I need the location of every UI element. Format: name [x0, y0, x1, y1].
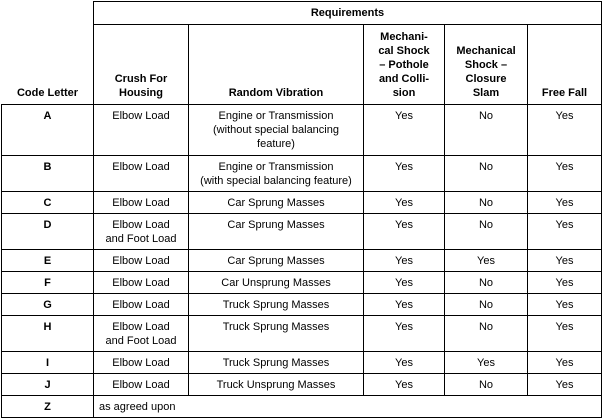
crush-line: Elbow Load: [112, 161, 170, 173]
code-cell: C: [2, 192, 94, 214]
table-row: [2, 250, 602, 272]
freefall-cell: Yes: [528, 374, 602, 396]
closure-cell: No: [445, 105, 528, 156]
requirements-header: Requirements: [94, 2, 602, 25]
pothole-header-line: sion: [392, 87, 416, 99]
freefall-cell: Yes: [528, 192, 602, 214]
vibration-line: feature): [257, 138, 295, 150]
crush-cell: [94, 374, 189, 396]
closure-cell: No: [445, 214, 528, 250]
vibration-line: Truck Sprung Masses: [222, 299, 330, 311]
crush-line: Elbow Load: [112, 277, 170, 289]
freefall-cell: Yes: [528, 156, 602, 192]
code-cell: A: [2, 105, 94, 156]
pothole-cell: Yes: [364, 374, 445, 396]
table-row: [2, 316, 602, 352]
crush-cell: [94, 105, 189, 156]
crush-line: Elbow Load: [112, 321, 170, 333]
vibration-cell: [189, 192, 364, 214]
table-row: [2, 374, 602, 396]
freefall-cell: Yes: [528, 272, 602, 294]
freefall-cell: Yes: [528, 250, 602, 272]
closure-cell: No: [445, 316, 528, 352]
crush-line: and Foot Load: [105, 335, 177, 347]
code-cell: Z: [2, 396, 94, 418]
pothole-cell: Yes: [364, 214, 445, 250]
requirements-table: [1, 1, 602, 418]
freefall-cell: Yes: [528, 352, 602, 374]
table-row: [2, 192, 602, 214]
crush-header-line: Crush For: [114, 73, 168, 85]
pothole-cell: Yes: [364, 105, 445, 156]
closure-header-line: Slam: [472, 87, 500, 99]
vibration-line: Car Sprung Masses: [227, 219, 325, 231]
crush-cell: [94, 156, 189, 192]
vibration-line: (without special balancing: [213, 124, 339, 136]
pothole-cell: Yes: [364, 156, 445, 192]
pothole-cell: Yes: [364, 250, 445, 272]
table-row: [2, 396, 602, 418]
pothole-cell: Yes: [364, 352, 445, 374]
crush-cell: [94, 192, 189, 214]
vibration-cell: [189, 156, 364, 192]
vibration-header: Random Vibration: [189, 25, 364, 105]
crush-header-line: Housing: [119, 87, 163, 99]
closure-header: [445, 25, 528, 105]
code-letter-header: Code Letter: [2, 2, 94, 105]
pothole-cell: Yes: [364, 192, 445, 214]
code-cell: D: [2, 214, 94, 250]
crush-line: Elbow Load: [112, 379, 170, 391]
agreed-upon-cell: as agreed upon: [94, 396, 602, 418]
code-cell: I: [2, 352, 94, 374]
table-row: [2, 214, 602, 250]
vibration-cell: [189, 374, 364, 396]
vibration-line: Truck Unsprung Masses: [216, 379, 336, 391]
pothole-cell: Yes: [364, 294, 445, 316]
vibration-cell: [189, 316, 364, 352]
freefall-cell: Yes: [528, 316, 602, 352]
vibration-line: Truck Sprung Masses: [222, 357, 330, 369]
vibration-cell: [189, 105, 364, 156]
pothole-cell: Yes: [364, 272, 445, 294]
vibration-line: Car Unsprung Masses: [221, 277, 331, 289]
pothole-header: [364, 25, 445, 105]
code-cell: J: [2, 374, 94, 396]
pothole-cell: Yes: [364, 316, 445, 352]
table-row: [2, 352, 602, 374]
crush-line: Elbow Load: [112, 255, 170, 267]
vibration-cell: [189, 250, 364, 272]
crush-cell: [94, 294, 189, 316]
table-row: [2, 156, 602, 192]
closure-header-line: Mechanical: [456, 45, 516, 57]
code-cell: F: [2, 272, 94, 294]
pothole-header-line: – Pothole: [379, 59, 429, 71]
vibration-line: Truck Sprung Masses: [222, 321, 330, 333]
crush-line: Elbow Load: [112, 357, 170, 369]
closure-cell: No: [445, 272, 528, 294]
table-row: [2, 105, 602, 156]
crush-line: Elbow Load: [112, 110, 170, 122]
table-row: [2, 294, 602, 316]
crush-line: and Foot Load: [105, 233, 177, 245]
closure-header-line: Closure: [465, 73, 507, 85]
crush-cell: [94, 272, 189, 294]
closure-cell: No: [445, 192, 528, 214]
freefall-cell: Yes: [528, 105, 602, 156]
crush-line: Elbow Load: [112, 219, 170, 231]
closure-cell: No: [445, 374, 528, 396]
vibration-cell: [189, 294, 364, 316]
freefall-cell: Yes: [528, 294, 602, 316]
closure-cell: Yes: [445, 250, 528, 272]
vibration-line: (with special balancing feature): [200, 175, 352, 187]
vibration-line: Engine or Transmission: [218, 110, 334, 122]
vibration-cell: [189, 272, 364, 294]
closure-cell: No: [445, 294, 528, 316]
crush-cell: [94, 250, 189, 272]
vibration-cell: [189, 214, 364, 250]
pothole-header-line: and Colli-: [378, 73, 430, 85]
crush-line: Elbow Load: [112, 299, 170, 311]
closure-cell: No: [445, 156, 528, 192]
crush-header: [94, 25, 189, 105]
vibration-line: Car Sprung Masses: [227, 197, 325, 209]
code-cell: G: [2, 294, 94, 316]
pothole-header-line: cal Shock: [378, 45, 430, 57]
code-cell: B: [2, 156, 94, 192]
freefall-cell: Yes: [528, 214, 602, 250]
freefall-header: Free Fall: [528, 25, 602, 105]
closure-header-line: Shock –: [464, 59, 508, 71]
closure-cell: Yes: [445, 352, 528, 374]
pothole-header-line: Mechani-: [380, 31, 428, 43]
crush-line: Elbow Load: [112, 197, 170, 209]
table-row: [2, 272, 602, 294]
crush-cell: [94, 316, 189, 352]
vibration-line: Engine or Transmission: [218, 161, 334, 173]
crush-cell: [94, 352, 189, 374]
vibration-cell: [189, 352, 364, 374]
vibration-line: Car Sprung Masses: [227, 255, 325, 267]
crush-cell: [94, 214, 189, 250]
code-cell: E: [2, 250, 94, 272]
code-cell: H: [2, 316, 94, 352]
